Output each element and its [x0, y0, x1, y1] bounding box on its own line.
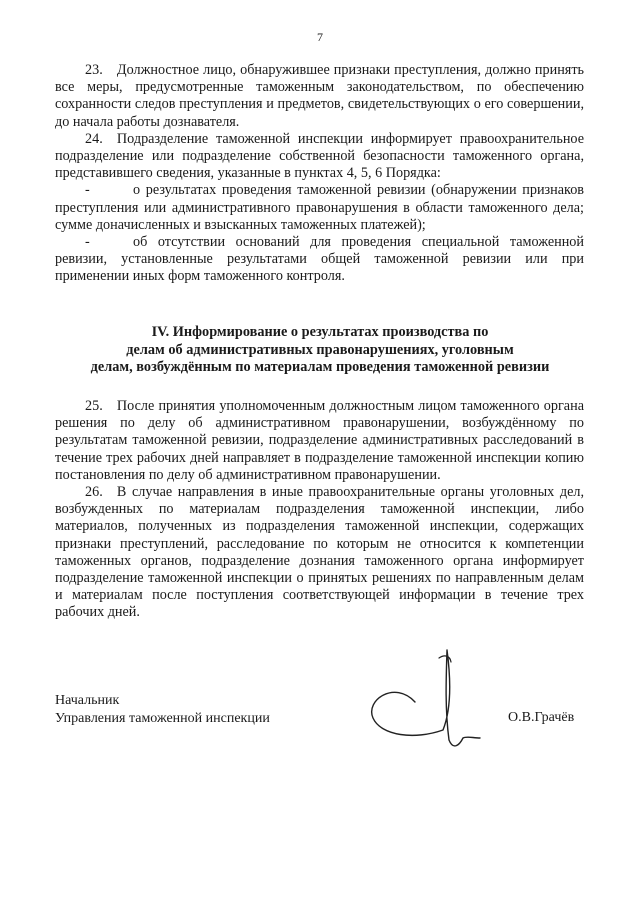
paragraph-25: 25. После принятия уполномоченным должностным лицом таможенного органа решения по делу об административном правонарушении, возбуждённому по результатам таможенной ревизии, подразделение административных расследований в течение трех рабочих дней направляет в подразделение таможенной инспекции копию постановления по делу об административном правонарушении.: [55, 398, 584, 483]
handwritten-signature: [355, 640, 495, 760]
section-4-body: [55, 398, 584, 622]
signatory-title-line-1: Начальник: [55, 693, 120, 708]
heading-line-2: делам об административных правонарушениях, уголовным: [126, 341, 514, 358]
heading-line-3: делам, возбуждённым по материалам проведения таможенной ревизии: [90, 359, 550, 376]
signatory-title: [55, 692, 270, 728]
signatory-name: О.В.Грачёв: [508, 710, 575, 725]
bullet-text-1: о результатах проведения таможенной ревизии (обнаружении признаков преступления или административного правонарушения в области таможенного дела; сумме доначисленных и взысканных таможенных платежей);: [55, 182, 584, 233]
paragraph-23: 23. Должностное лицо, обнаружившее признаки преступления, должно принять все меры, предусмотренные таможенным законодательством, по обеспечению сохранности следов преступления и предметов, свидетельствующих о его совершении, до начала работы дознавателя.: [55, 62, 584, 130]
page-number: 7: [317, 30, 323, 44]
bullet-marker: -: [85, 234, 90, 251]
bullet-item-1: [55, 182, 584, 234]
paragraph-24: 24. Подразделение таможенной инспекции информирует правоохранительное подразделение или подразделение собственной безопасности таможенного органа, представившего сведения, указанные в пунктах 4, 5, 6 Порядка:: [55, 130, 584, 182]
paragraph-26: 26. В случае направления в иные правоохранительные органы уголовных дел, возбужденных по материалам подразделения таможенной инспекции, либо материалов, полученных из подразделения таможенной инспекции, содержащих признаки преступлений, расследование по которым не относится к компетенции таможенных органов, подразделение дознания таможенного органа информирует подразделение таможенной инспекции о принятых решениях по направленным делам и материалам после поступления соответствующей информации в течение трех рабочих дней.: [55, 484, 584, 621]
bullet-text-2: об отсутствии оснований для проведения специальной таможенной ревизии, установленные результатами общей таможенной ревизии или при применении иных форм таможенного контроля.: [55, 234, 584, 285]
heading-line-1: IV. Информирование о результатах производства по: [151, 324, 489, 340]
section-3-tail: [55, 62, 584, 286]
signatory-title-line-2: Управления таможенной инспекции: [55, 711, 270, 726]
bullet-marker: -: [85, 182, 90, 199]
section-4-heading: [40, 324, 600, 377]
bullet-item-2: [55, 234, 584, 286]
